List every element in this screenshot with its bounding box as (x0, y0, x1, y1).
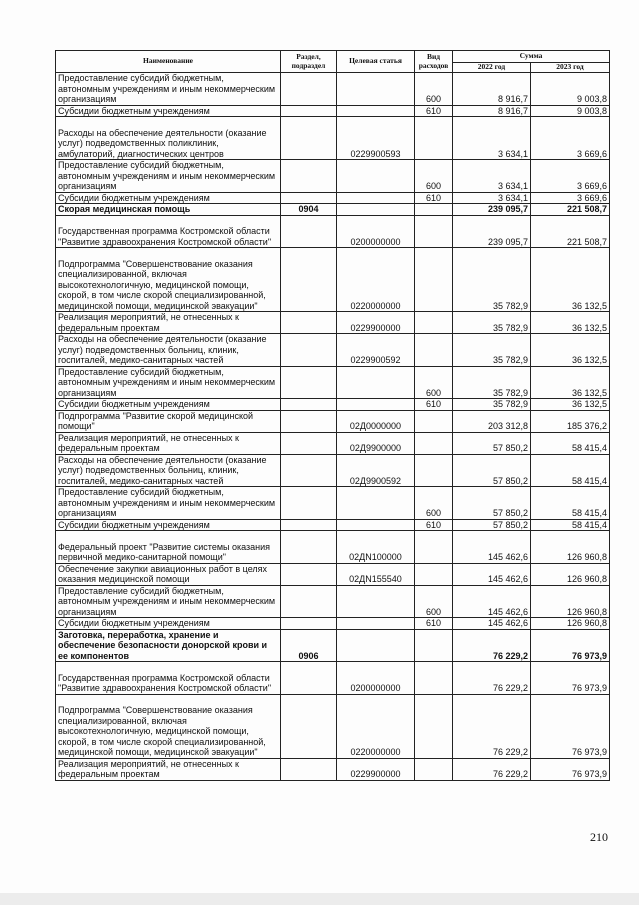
table-row (56, 694, 610, 758)
row-value-2022: 76 229,2 (453, 662, 531, 695)
row-target: 0229900000 (337, 312, 415, 334)
row-value-2022: 3 634,1 (453, 160, 531, 193)
table-row (56, 215, 610, 248)
row-name: Федеральный проект "Развитие системы оказания первичной медико-санитарной помощи" (56, 531, 281, 564)
row-section (281, 192, 337, 204)
table-row (56, 334, 610, 367)
row-value-2022: 35 782,9 (453, 334, 531, 367)
row-name: Субсидии бюджетным учреждениям (56, 399, 281, 411)
row-value-2023: 126 960,8 (531, 531, 610, 564)
table-row (56, 160, 610, 193)
table-row (56, 117, 610, 160)
row-kind: 610 (415, 618, 453, 630)
row-value-2022: 57 850,2 (453, 487, 531, 520)
table-row (56, 758, 610, 780)
row-name: Предоставление субсидий бюджетным, автономным учреждениям и иным некоммерческим организациям (56, 160, 281, 193)
row-name: Подпрограмма "Развитие скорой медицинской помощи" (56, 410, 281, 432)
header-year-2023: 2023 год (531, 63, 610, 73)
row-target: 02ДN155540 (337, 563, 415, 585)
row-kind (415, 662, 453, 695)
row-section: 0904 (281, 204, 337, 216)
row-section (281, 585, 337, 618)
row-value-2023: 76 973,9 (531, 758, 610, 780)
row-target (337, 487, 415, 520)
row-section: 0906 (281, 629, 337, 662)
header-name: Наименование (56, 51, 281, 73)
row-value-2022: 203 312,8 (453, 410, 531, 432)
row-section (281, 662, 337, 695)
row-target: 0200000000 (337, 662, 415, 695)
row-kind: 600 (415, 160, 453, 193)
row-section (281, 758, 337, 780)
row-value-2022: 35 782,9 (453, 399, 531, 411)
row-name: Подпрограмма "Совершенствование оказания специализированной, включая высокотехнологичную, медицинской помощи, скорой, в том числе скорой специализированной, медицинской помощи, медицинской эвакуации" (56, 694, 281, 758)
header-target: Целевая статья (337, 51, 415, 73)
table-row (56, 192, 610, 204)
row-value-2022: 145 462,6 (453, 585, 531, 618)
row-value-2022: 239 095,7 (453, 215, 531, 248)
row-value-2023: 58 415,4 (531, 432, 610, 454)
row-value-2023: 9 003,8 (531, 73, 610, 106)
row-target: 02Д9900592 (337, 454, 415, 487)
row-target: 02Д9900000 (337, 432, 415, 454)
row-kind: 600 (415, 585, 453, 618)
row-name: Государственная программа Костромской области "Развитие здравоохранения Костромской области" (56, 215, 281, 248)
row-target: 0200000000 (337, 215, 415, 248)
row-kind: 600 (415, 366, 453, 399)
row-value-2022: 57 850,2 (453, 454, 531, 487)
table-row (56, 366, 610, 399)
row-value-2023: 185 376,2 (531, 410, 610, 432)
row-section (281, 215, 337, 248)
table-row (56, 312, 610, 334)
row-kind: 610 (415, 192, 453, 204)
row-kind: 610 (415, 519, 453, 531)
budget-table (55, 50, 610, 781)
row-target (337, 73, 415, 106)
table-row (56, 105, 610, 117)
row-kind (415, 694, 453, 758)
row-section (281, 531, 337, 564)
row-section (281, 410, 337, 432)
row-name: Расходы на обеспечение деятельности (оказание услуг) подведомственных поликлиник, амбулаторий, диагностических центров (56, 117, 281, 160)
table-row (56, 410, 610, 432)
row-name: Предоставление субсидий бюджетным, автономным учреждениям и иным некоммерческим организациям (56, 73, 281, 106)
row-target: 0229900593 (337, 117, 415, 160)
row-value-2023: 3 669,6 (531, 160, 610, 193)
row-kind: 600 (415, 487, 453, 520)
row-name: Скорая медицинская помощь (56, 204, 281, 216)
row-target: 0220000000 (337, 248, 415, 312)
row-kind (415, 432, 453, 454)
table-row (56, 519, 610, 531)
row-kind: 610 (415, 399, 453, 411)
row-value-2022: 239 095,7 (453, 204, 531, 216)
table-row (56, 585, 610, 618)
row-section (281, 487, 337, 520)
row-value-2023: 36 132,5 (531, 334, 610, 367)
row-target: 02Д0000000 (337, 410, 415, 432)
row-name: Реализация мероприятий, не отнесенных к федеральным проектам (56, 312, 281, 334)
row-kind (415, 312, 453, 334)
row-target (337, 366, 415, 399)
row-name: Субсидии бюджетным учреждениям (56, 105, 281, 117)
row-value-2022: 8 916,7 (453, 105, 531, 117)
row-section (281, 519, 337, 531)
table-row (56, 73, 610, 106)
table-row (56, 399, 610, 411)
row-value-2023: 76 973,9 (531, 694, 610, 758)
row-value-2023: 126 960,8 (531, 563, 610, 585)
row-section (281, 399, 337, 411)
table-body (56, 73, 610, 781)
row-name: Предоставление субсидий бюджетным, автономным учреждениям и иным некоммерческим организациям (56, 585, 281, 618)
row-target (337, 160, 415, 193)
row-section (281, 248, 337, 312)
row-section (281, 105, 337, 117)
row-value-2023: 36 132,5 (531, 399, 610, 411)
row-value-2023: 36 132,5 (531, 312, 610, 334)
table-row (56, 454, 610, 487)
row-target: 02ДN100000 (337, 531, 415, 564)
row-value-2023: 76 973,9 (531, 629, 610, 662)
row-kind: 600 (415, 73, 453, 106)
row-name: Реализация мероприятий, не отнесенных к федеральным проектам (56, 432, 281, 454)
row-section (281, 366, 337, 399)
row-target: 0220000000 (337, 694, 415, 758)
row-kind (415, 454, 453, 487)
row-target (337, 618, 415, 630)
row-target (337, 519, 415, 531)
row-kind (415, 117, 453, 160)
row-kind (415, 334, 453, 367)
header-year-2022: 2022 год (453, 63, 531, 73)
row-kind (415, 629, 453, 662)
row-value-2023: 58 415,4 (531, 519, 610, 531)
row-value-2022: 35 782,9 (453, 312, 531, 334)
row-name: Субсидии бюджетным учреждениям (56, 618, 281, 630)
scan-edge (0, 893, 639, 905)
row-value-2022: 3 634,1 (453, 192, 531, 204)
row-section (281, 160, 337, 193)
row-section (281, 312, 337, 334)
row-value-2022: 145 462,6 (453, 563, 531, 585)
header-kind: Вид расходов (415, 51, 453, 73)
row-value-2023: 9 003,8 (531, 105, 610, 117)
row-target (337, 399, 415, 411)
table-row (56, 629, 610, 662)
row-name: Расходы на обеспечение деятельности (оказание услуг) подведомственных больниц, клиник, госпиталей, медико-санитарных частей (56, 454, 281, 487)
row-value-2023: 58 415,4 (531, 454, 610, 487)
row-section (281, 73, 337, 106)
row-value-2022: 76 229,2 (453, 629, 531, 662)
row-name: Предоставление субсидий бюджетным, автономным учреждениям и иным некоммерческим организациям (56, 487, 281, 520)
table-row (56, 248, 610, 312)
row-section (281, 618, 337, 630)
row-kind (415, 215, 453, 248)
row-kind: 610 (415, 105, 453, 117)
row-value-2023: 221 508,7 (531, 215, 610, 248)
row-value-2023: 3 669,6 (531, 117, 610, 160)
row-value-2023: 126 960,8 (531, 618, 610, 630)
row-value-2023: 126 960,8 (531, 585, 610, 618)
row-section (281, 454, 337, 487)
page-number: 210 (590, 830, 608, 844)
header-section: Раздел, подраздел (281, 51, 337, 73)
row-value-2022: 3 634,1 (453, 117, 531, 160)
row-name: Расходы на обеспечение деятельности (оказание услуг) подведомственных больниц, клиник, госпиталей, медико-санитарных частей (56, 334, 281, 367)
row-target: 0229900592 (337, 334, 415, 367)
row-value-2022: 35 782,9 (453, 248, 531, 312)
row-kind (415, 410, 453, 432)
table-row (56, 487, 610, 520)
row-kind (415, 248, 453, 312)
table-row (56, 563, 610, 585)
row-target (337, 629, 415, 662)
row-section (281, 334, 337, 367)
row-name: Обеспечение закупки авиационных работ в целях оказания медицинской помощи (56, 563, 281, 585)
table-header (56, 51, 610, 73)
row-target (337, 585, 415, 618)
row-value-2023: 3 669,6 (531, 192, 610, 204)
table-row (56, 618, 610, 630)
row-value-2023: 221 508,7 (531, 204, 610, 216)
row-section (281, 694, 337, 758)
row-value-2023: 76 973,9 (531, 662, 610, 695)
row-name: Подпрограмма "Совершенствование оказания специализированной, включая высокотехнологичную, медицинской помощи, скорой, в том числе скорой специализированной, медицинской помощи, медицинской эвакуации" (56, 248, 281, 312)
row-name: Заготовка, переработка, хранение и обеспечение безопасности донорской крови и ее компонентов (56, 629, 281, 662)
row-value-2023: 36 132,5 (531, 248, 610, 312)
row-name: Предоставление субсидий бюджетным, автономным учреждениям и иным некоммерческим организациям (56, 366, 281, 399)
row-kind (415, 563, 453, 585)
row-value-2022: 35 782,9 (453, 366, 531, 399)
row-name: Субсидии бюджетным учреждениям (56, 192, 281, 204)
row-section (281, 563, 337, 585)
row-target (337, 105, 415, 117)
table-row (56, 662, 610, 695)
row-value-2022: 76 229,2 (453, 694, 531, 758)
row-value-2022: 145 462,6 (453, 531, 531, 564)
row-value-2022: 57 850,2 (453, 432, 531, 454)
row-value-2022: 145 462,6 (453, 618, 531, 630)
row-value-2022: 57 850,2 (453, 519, 531, 531)
row-value-2022: 76 229,2 (453, 758, 531, 780)
row-kind (415, 758, 453, 780)
row-section (281, 117, 337, 160)
row-target (337, 204, 415, 216)
row-value-2023: 58 415,4 (531, 487, 610, 520)
row-value-2023: 36 132,5 (531, 366, 610, 399)
table-row (56, 531, 610, 564)
table-row (56, 204, 610, 216)
row-name: Реализация мероприятий, не отнесенных к федеральным проектам (56, 758, 281, 780)
row-name: Государственная программа Костромской области "Развитие здравоохранения Костромской области" (56, 662, 281, 695)
row-name: Субсидии бюджетным учреждениям (56, 519, 281, 531)
row-target (337, 192, 415, 204)
row-value-2022: 8 916,7 (453, 73, 531, 106)
table-row (56, 432, 610, 454)
row-target: 0229900000 (337, 758, 415, 780)
row-section (281, 432, 337, 454)
row-kind (415, 204, 453, 216)
row-kind (415, 531, 453, 564)
header-sum: Сумма (453, 51, 610, 63)
